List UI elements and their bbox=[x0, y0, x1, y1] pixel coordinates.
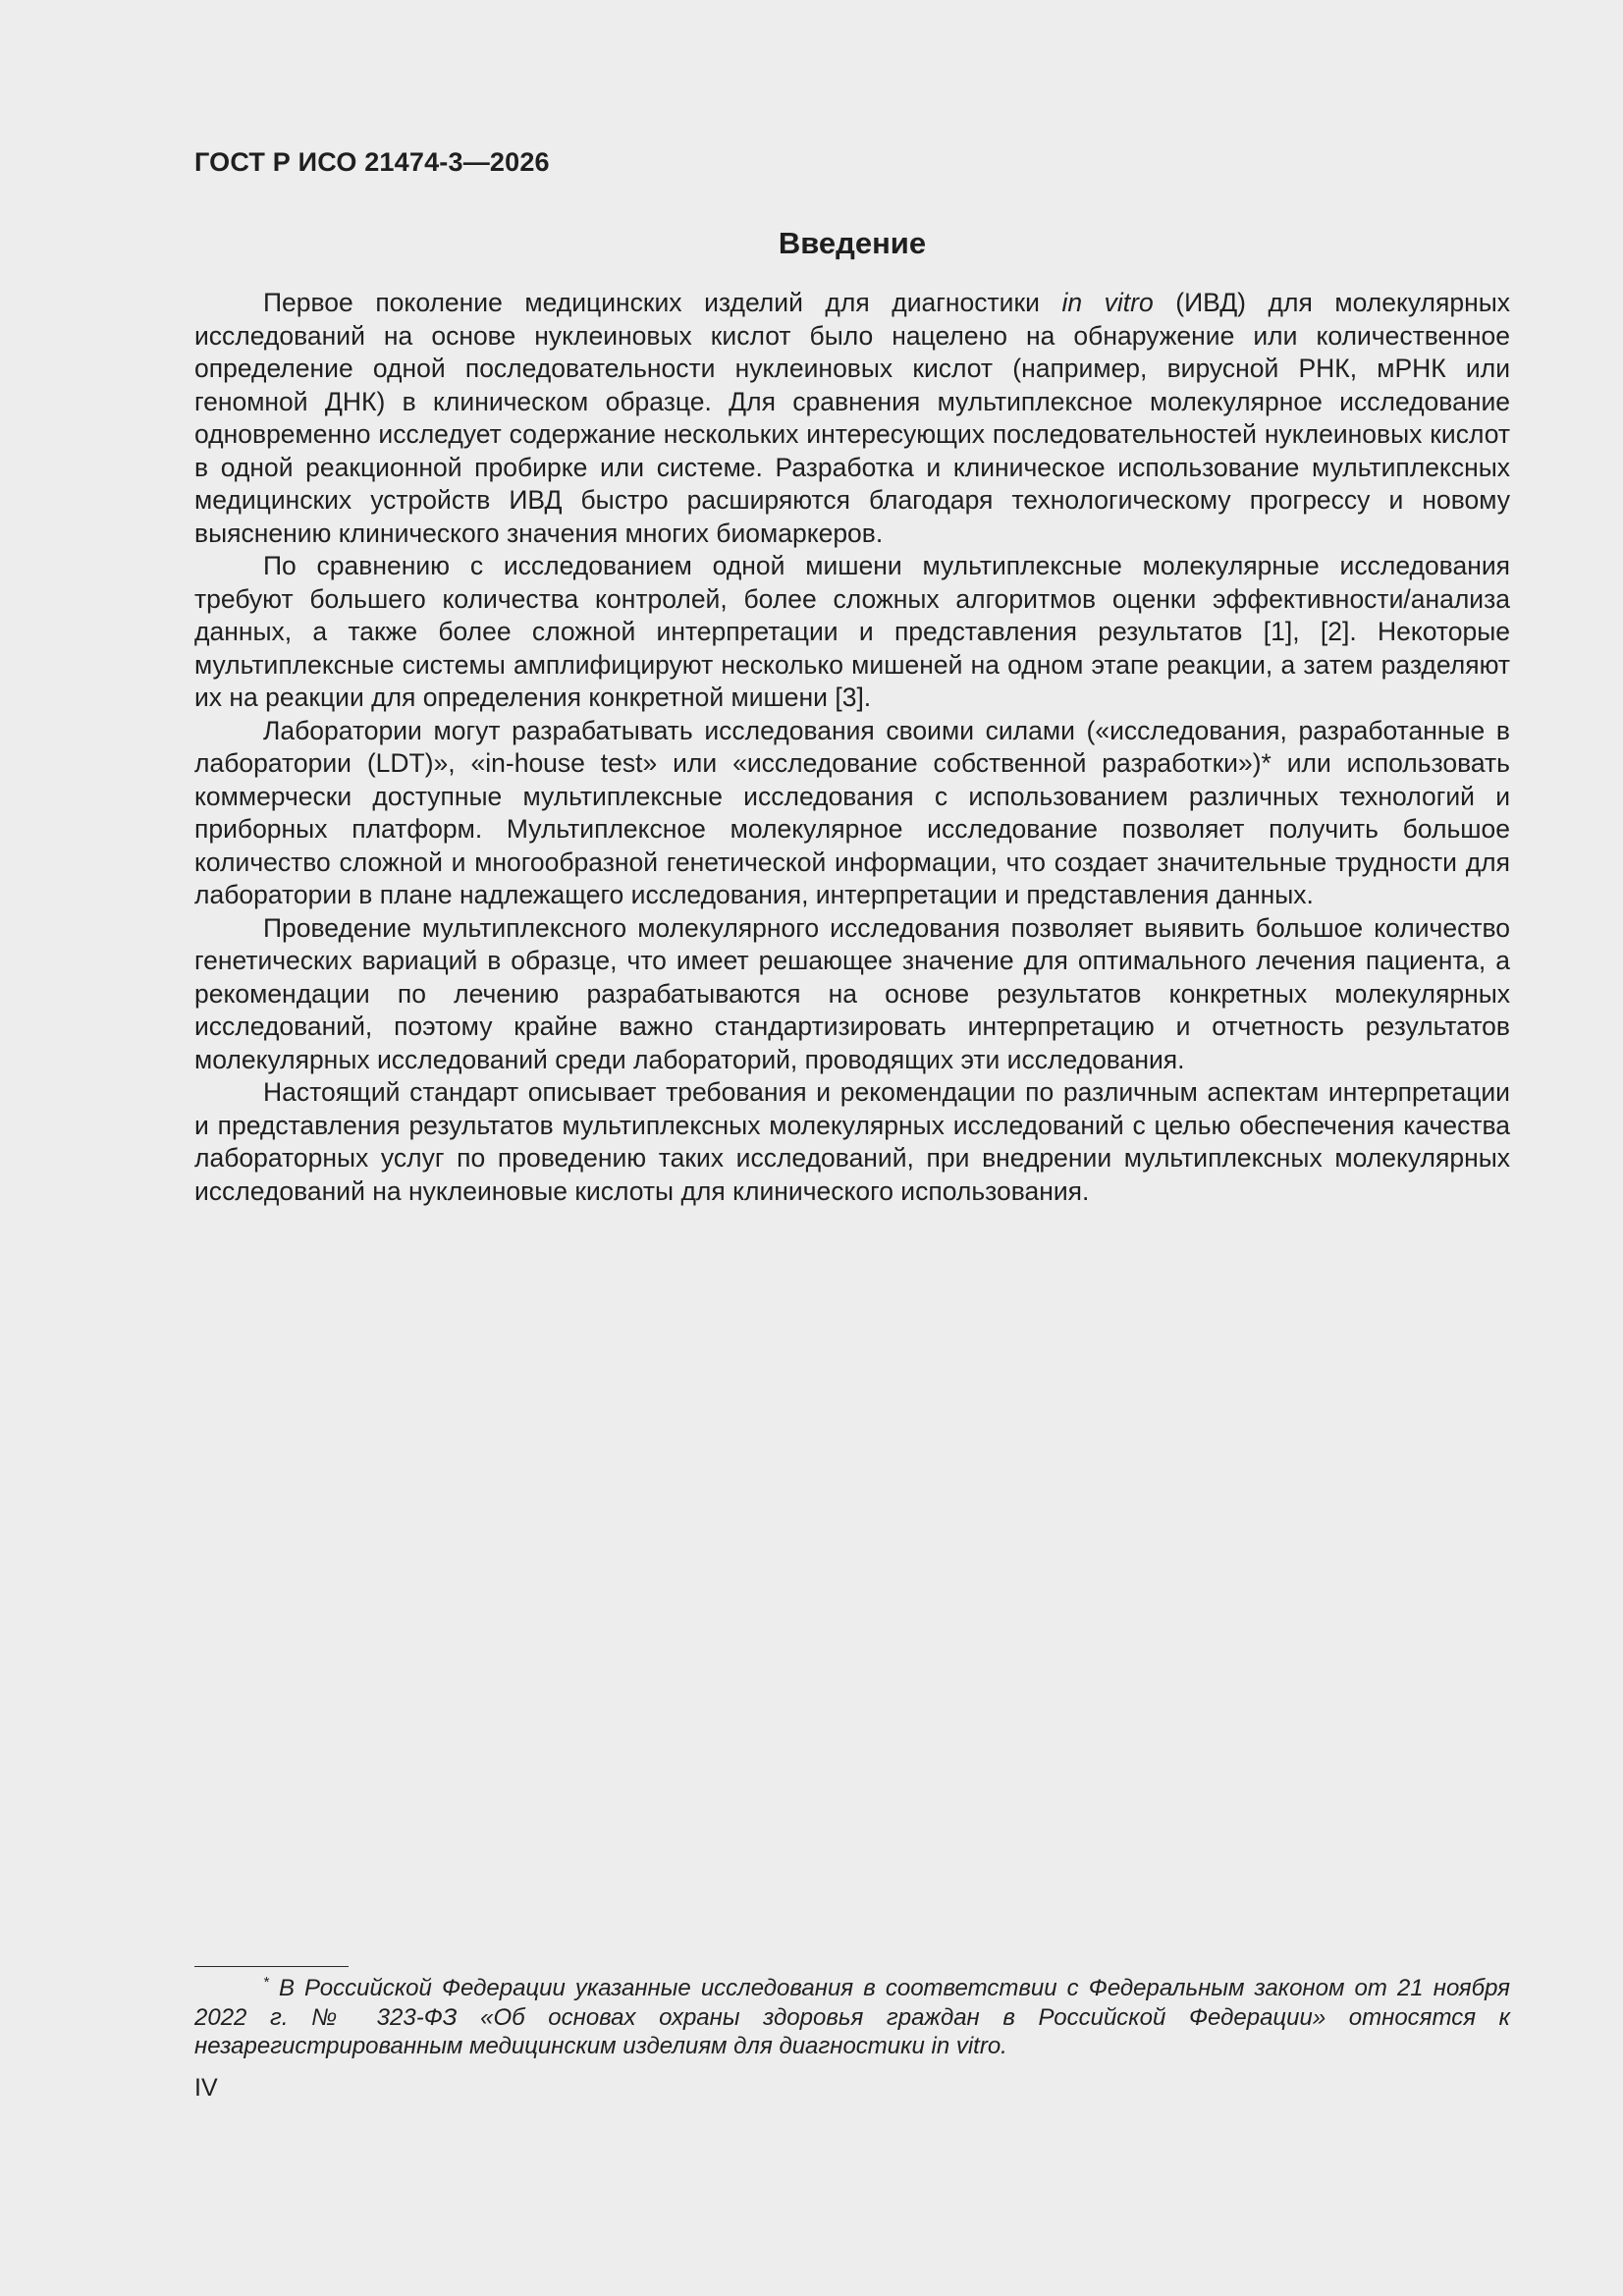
footnote-divider bbox=[194, 1966, 349, 1967]
paragraph-1 bbox=[194, 287, 1510, 550]
paragraph-4: Проведение мультиплексного молекулярного исследования позволяет выявить большое количество генетических вариаций в образце, что имеет решающее значение для оптимального лечения пациента, а рекомендации по лечению разрабатываются на основе результатов конкретных молекулярных исследований, поэтому крайне важно стандартизировать интерпретацию и отчетность результатов молекулярных исследований среди лабораторий, проводящих эти исследования. bbox=[194, 912, 1510, 1074]
paragraph-2: По сравнению с исследованием одной мишени мультиплексные молекулярные исследования требуют большего количества контролей, более сложных алгоритмов оценки эффективности/анализа данных, а также более сложной интерпретации и представления результатов [1], [2]. Некоторые мультиплексные системы амплифицируют несколько мишеней на одном этапе реакции, а затем разделяют их на реакции для определения конкретной мишени [3]. bbox=[194, 551, 1510, 712]
paragraph-5: Настоящий стандарт описывает требования и рекомендации по различным аспектам интерпретации и представления результатов мультиплексных молекулярных исследований с целью обеспечения качества лабораторных услуг по проведению таких исследований, при внедрении мультиплексных молекулярных исследований на нуклеиновые кислоты для клинического использования. bbox=[194, 1077, 1510, 1206]
paragraph-1-after: (ИВД) для молекулярных исследований на основе нуклеиновых кислот было нацелено на обнаружение или количественное определение одной последовательности нуклеиновых кислот (например, вирусной РНК, мРНК или геномной ДНК) в клиническом образце. Для сравнения мультиплексное молекулярное исследование одновременно исследует содержание нескольких интересующих последовательностей нуклеиновых кислот в одной реакционной пробирке или системе. Разработка и клиническое использование мультиплексных медицинских устройств ИВД быстро расширяются благодаря технологическому прогрессу и новому выяснению клинического значения многих биомаркеров. bbox=[194, 288, 1510, 548]
paragraph-1-before: Первое поколение медицинских изделий для диагностики bbox=[263, 288, 1062, 317]
running-header-standard-number: ГОСТ Р ИСО 21474-3—2026 bbox=[194, 147, 550, 177]
footnote bbox=[194, 1974, 1510, 2061]
page-number: IV bbox=[194, 2074, 218, 2102]
footnote-text: В Российской Федерации указанные исследования в соответствии с Федеральным законом от 21 ноября 2022 г. № 323-ФЗ «Об основах охраны здоровья граждан в Российской Федерации» относятся к незарегистрированным медицинским изделиям для диагностики in vitro. bbox=[194, 1975, 1510, 2059]
section-title: Введение bbox=[778, 226, 927, 260]
paragraph-3: Лаборатории могут разрабатывать исследования своими силами («исследования, разработанные в лаборатории (LDT)», «in-house test» или «исследование собственной разработки»)* или использовать коммерчески доступные мультиплексные исследования с использованием различных технологий и приборных платформ. Мультиплексное молекулярное исследование позволяет получить большое количество сложной и многообразной генетической информации, что создает значительные трудности для лаборатории в плане надлежащего исследования, интерпретации и представления данных. bbox=[194, 715, 1510, 909]
footnote-marker: * bbox=[263, 1974, 269, 1991]
paragraph-1-italic-term: in vitro bbox=[1061, 288, 1154, 317]
body-text bbox=[194, 287, 1510, 1208]
